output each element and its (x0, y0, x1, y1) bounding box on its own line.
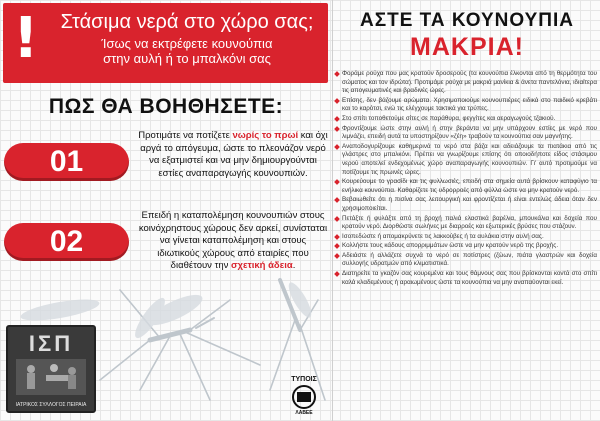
medical-association-logo (6, 325, 96, 413)
logo-mark: ΙΣΠ (28, 331, 74, 356)
bullet-icon (334, 179, 340, 185)
tip-text: Ισοπεδώστε ή απομακρύνετε τις λακκούβες ή τα αυλάκια στην αυλή σας. (342, 232, 544, 240)
bullet-icon (334, 71, 340, 77)
step-number-badge: 02 (4, 223, 129, 261)
step-text (138, 130, 328, 180)
tip-item (335, 125, 597, 142)
step-text-part: και όχι αργά το απόγευμα, ώστε το πλεονάζον νερό να εξατμιστεί και να μην δημιουργούνται εστίες αναπαραγωγής κουνουπιών. (140, 130, 328, 179)
tip-text: Πετάξτε ή φυλάξτε από τη βροχή παλιά ελαστικά βαρέλια, μπουκάλια και δοχεία που κρατούν νερό. Διορθώστε σωλήνες με διαρροές και εξωτερικές βρύσες που στάζουν. (342, 214, 597, 231)
how-heading: ΠΩΣ ΘΑ ΒΟΗΘΗΣΕΤΕ: (48, 95, 284, 118)
tip-item (335, 143, 597, 177)
tip-item (335, 242, 597, 251)
banner-subtitle (47, 36, 327, 66)
right-heading: ΑΣΤΕ ΤΑ ΚΟΥΝΟΥΠΙΑ (359, 10, 574, 31)
banner-title: Στάσιμα νερά στο χώρο σας; (60, 11, 314, 33)
step-text-part: . (292, 260, 296, 271)
step-text-highlight: νωρίς το πρωί (232, 130, 299, 141)
bullet-icon (334, 234, 340, 240)
bullet-icon (334, 144, 340, 150)
exclamation-icon: ! (13, 6, 39, 71)
tip-text: Αναποδογυρίζουμε καθημερινά το νερό στα βάζα και αδειάζουμε τα πιατάκια από τις γλάστρες στο μπαλκόνι. Πρέπει να γνωρίζουμε επίσης ότι οποιοδήποτε είδος στάσιμου νερού αποτελεί ενδεχομένως χώρο αναπαραγωγής κουνουπιών. Γι' αυτό προτιμούμε να ποτίζουμε τις πρωινές ώρες. (342, 142, 597, 176)
printer-seal-icon (288, 385, 320, 409)
bullet-icon (334, 126, 340, 132)
right-column (332, 0, 600, 421)
warning-banner (3, 3, 328, 83)
logo-caption: ΙΑΤΡΙΚΟΣ ΣΥΛΛΟΓΟΣ ΠΕΙΡΑΙΑ (15, 402, 87, 408)
bullet-icon (334, 116, 340, 122)
tip-item (335, 270, 597, 287)
tip-text: Κολλήστε τους κάδους απορριμμάτων ώστε να μην κρατούν νερό της βροχής. (342, 242, 559, 250)
tip-item (335, 196, 597, 213)
tip-text: Κουρεύουμε το γρασίδι και τις φυλλωσιές, επειδή στα σημεία αυτά βρίσκουν καταφύγιο τα ενήλικα κουνούπια. Καθαρίζετε τις υδρορροές από φύλλα ώστε να μην κρατούν νερό. (342, 178, 597, 194)
tip-text: Φροντίζουμε ώστε στην αυλή ή στην βεράντα να μην υπάρχουν εστίες με νερό που λιμνάζει, επειδή αυτά τα υποστηρίζουν «ζέη» τραβούν τα κουνούπια σαν μαγνήτης. (342, 124, 597, 141)
bullet-icon (334, 216, 340, 222)
print-credit-label: ΤΥΠΟΙΣ (291, 376, 317, 383)
tip-item (335, 215, 597, 232)
bullet-icon (334, 98, 340, 104)
tip-text: Επίσης, δεν βάζουμε αρώματα. Χρησιμοποιούμε κουνουπιέρες ειδικά στο παιδικό κρεβάτι και το καρότσι, ενώ τις ελέγχουμε τακτικά για τρύπες. (342, 96, 597, 113)
step-number-badge: 01 (4, 143, 129, 181)
print-credit-seal-text: ΛΑΒΕΕ (295, 410, 313, 416)
tip-item (335, 178, 597, 195)
step-text-highlight: σχετική άδεια (231, 260, 293, 271)
tip-item (335, 97, 597, 114)
banner-subtitle-line2: στην αυλή ή το μπαλκόνι σας (103, 51, 271, 66)
step-text-part: Επειδή η καταπολέμηση κουνουπιών στους κοινόχρηστους χώρους δεν αρκεί, συνίσταται να γίνεται καταπολέμηση και στους ιδιωτικούς χώρους από εταιρίες που διαθέτουν την (138, 210, 328, 271)
right-heading-highlight: ΜΑΚΡΙΑ! (410, 33, 524, 61)
tip-item (335, 233, 597, 242)
step-text-part: Προτιμάτε να ποτίζετε (138, 130, 233, 141)
tip-item (335, 115, 597, 124)
banner-subtitle-line1: Ίσως να εκτρέφετε κουνούπια (101, 36, 273, 51)
tip-text: Φοράμε ρούχα που μας κρατούν δροσερούς (τα κουνούπια έλκονται από τη θερμότητα του σώματος και τον ιδρώτα). Προτιμάμε ρούχα με μακριά μανίκια & άνετα παντελόνια, ιδιαίτερα τις απογευματινές και βραδινές ώρες. (342, 70, 597, 95)
tip-text: Διατηρείτε τα γκαζόν σας κουρεμένα και τους θάμνους σας που βρίσκονται κοντά στο σπίτι καλά κλαδεμένους ή αραιωμένους ώστε τα κουνούπια να μην αναπαύονται εκεί. (342, 270, 597, 286)
tip-item (335, 70, 597, 96)
bullet-icon (334, 197, 340, 203)
tips-list (335, 70, 597, 288)
step-text (138, 210, 328, 273)
tip-text: Αδειάστε ή αλλάζετε συχνά το νερό σε ποτίστρες (ζώων, πιάτα γλαστρών και δοχεία συλλογής υδρατμών από κλιματιστικά. (342, 251, 597, 268)
bullet-icon (334, 243, 340, 249)
tip-text: Στο σπίτι τοποθετούμε σίτες σε παράθυρα, φεγγίτες και αεραγωγούς τζακιού. (342, 114, 556, 122)
tip-item (335, 252, 597, 269)
relief-image-icon (16, 359, 86, 395)
tip-text: Βεβαιωθείτε ότι η πισίνα σας λειτουργική και φροντίζεται ή είναι εντελώς άδεια όταν δεν χρησιμοποιείται. (342, 196, 597, 212)
bullet-icon (334, 253, 340, 259)
bullet-icon (334, 271, 340, 277)
